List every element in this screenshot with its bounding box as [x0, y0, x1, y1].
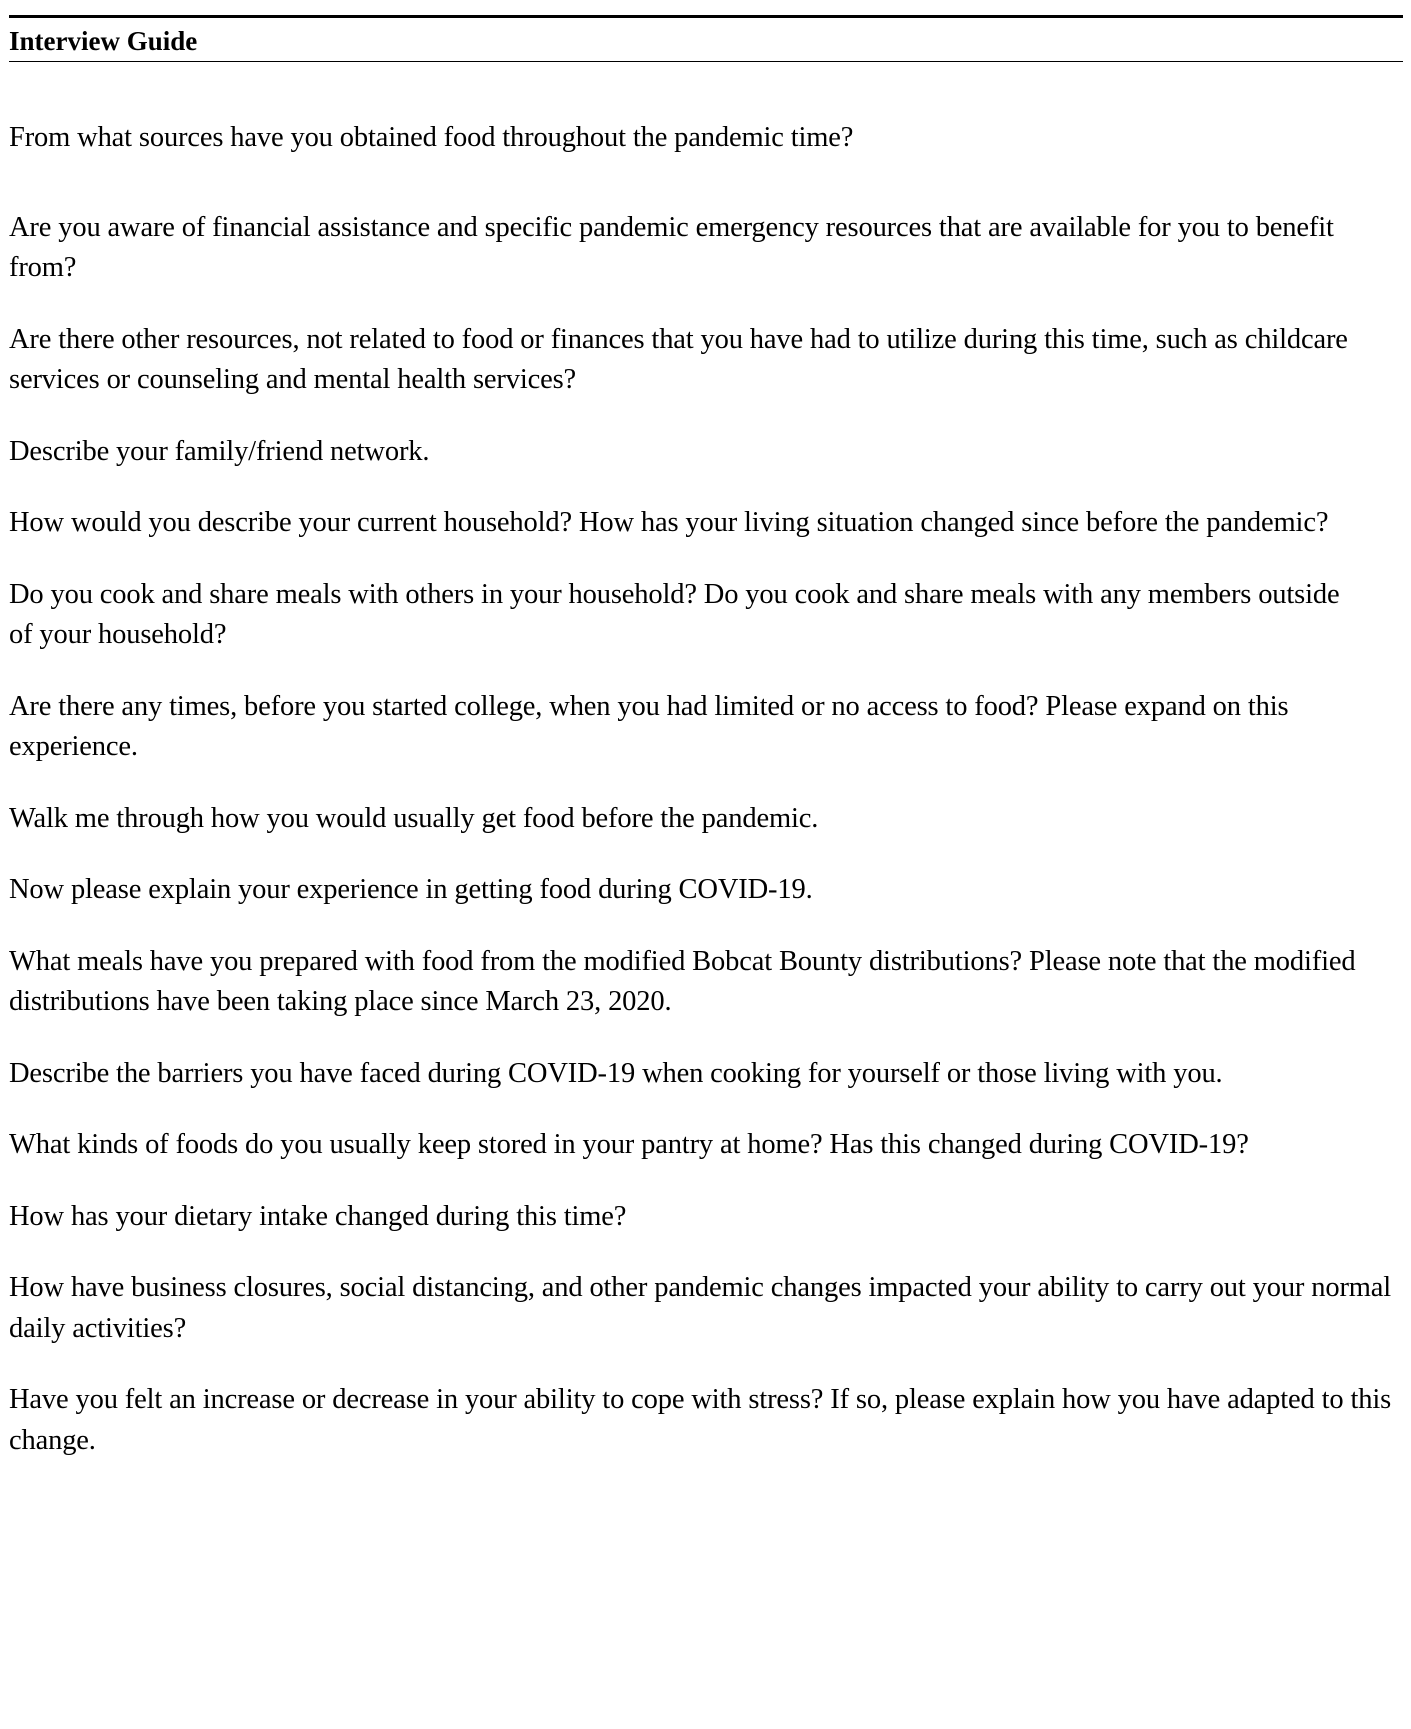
question-item: How has your dietary intake changed during this time? [9, 1200, 627, 1232]
question-item: From what sources have you obtained food throughout the pandemic time? [9, 122, 854, 153]
question-item: Describe your family/friend network. [9, 435, 430, 467]
question-item: Have you felt an increase or decrease in your ability to cope with stress? If so, please explain how you have adapted to this change. [9, 1384, 1392, 1456]
question-item: Describe the barriers you have faced during COVID-19 when cooking for yourself or those living with you. [9, 1057, 1223, 1089]
interview-guide-document [9, 15, 1403, 1461]
header-rule [9, 61, 1403, 62]
question-item: How have business closures, social distancing, and other pandemic changes impacted your ability to carry out your normal daily activities? [9, 1272, 1392, 1344]
question-item: Now please explain your experience in getting food during COVID-19. [9, 874, 813, 905]
question-item: Do you cook and share meals with others in your household? Do you cook and share meals with any members outside of your household? [9, 578, 1340, 650]
question-item: How would you describe your current household? How has your living situation changed since before the pandemic? [9, 507, 1329, 538]
question-item: What kinds of foods do you usually keep stored in your pantry at home? Has this changed during COVID-19? [9, 1129, 1249, 1160]
question-item: Are there any times, before you started college, when you had limited or no access to food? Please expand on this experience. [9, 690, 1289, 762]
question-item: Are you aware of financial assistance and specific pandemic emergency resources that are available for you to benefit from? [9, 211, 1334, 283]
question-list [9, 118, 1403, 1461]
question-item: Walk me through how you would usually get food before the pandemic. [9, 802, 819, 834]
document-title: Interview Guide [9, 26, 198, 56]
question-item: What meals have you prepared with food from the modified Bobcat Bounty distributions? Please note that the modified distributions have been taking place since March 23, 2020. [9, 945, 1356, 1017]
question-item: Are there other resources, not related to food or finances that you have had to utilize during this time, such as childcare services or counseling and mental health services? [9, 323, 1348, 395]
